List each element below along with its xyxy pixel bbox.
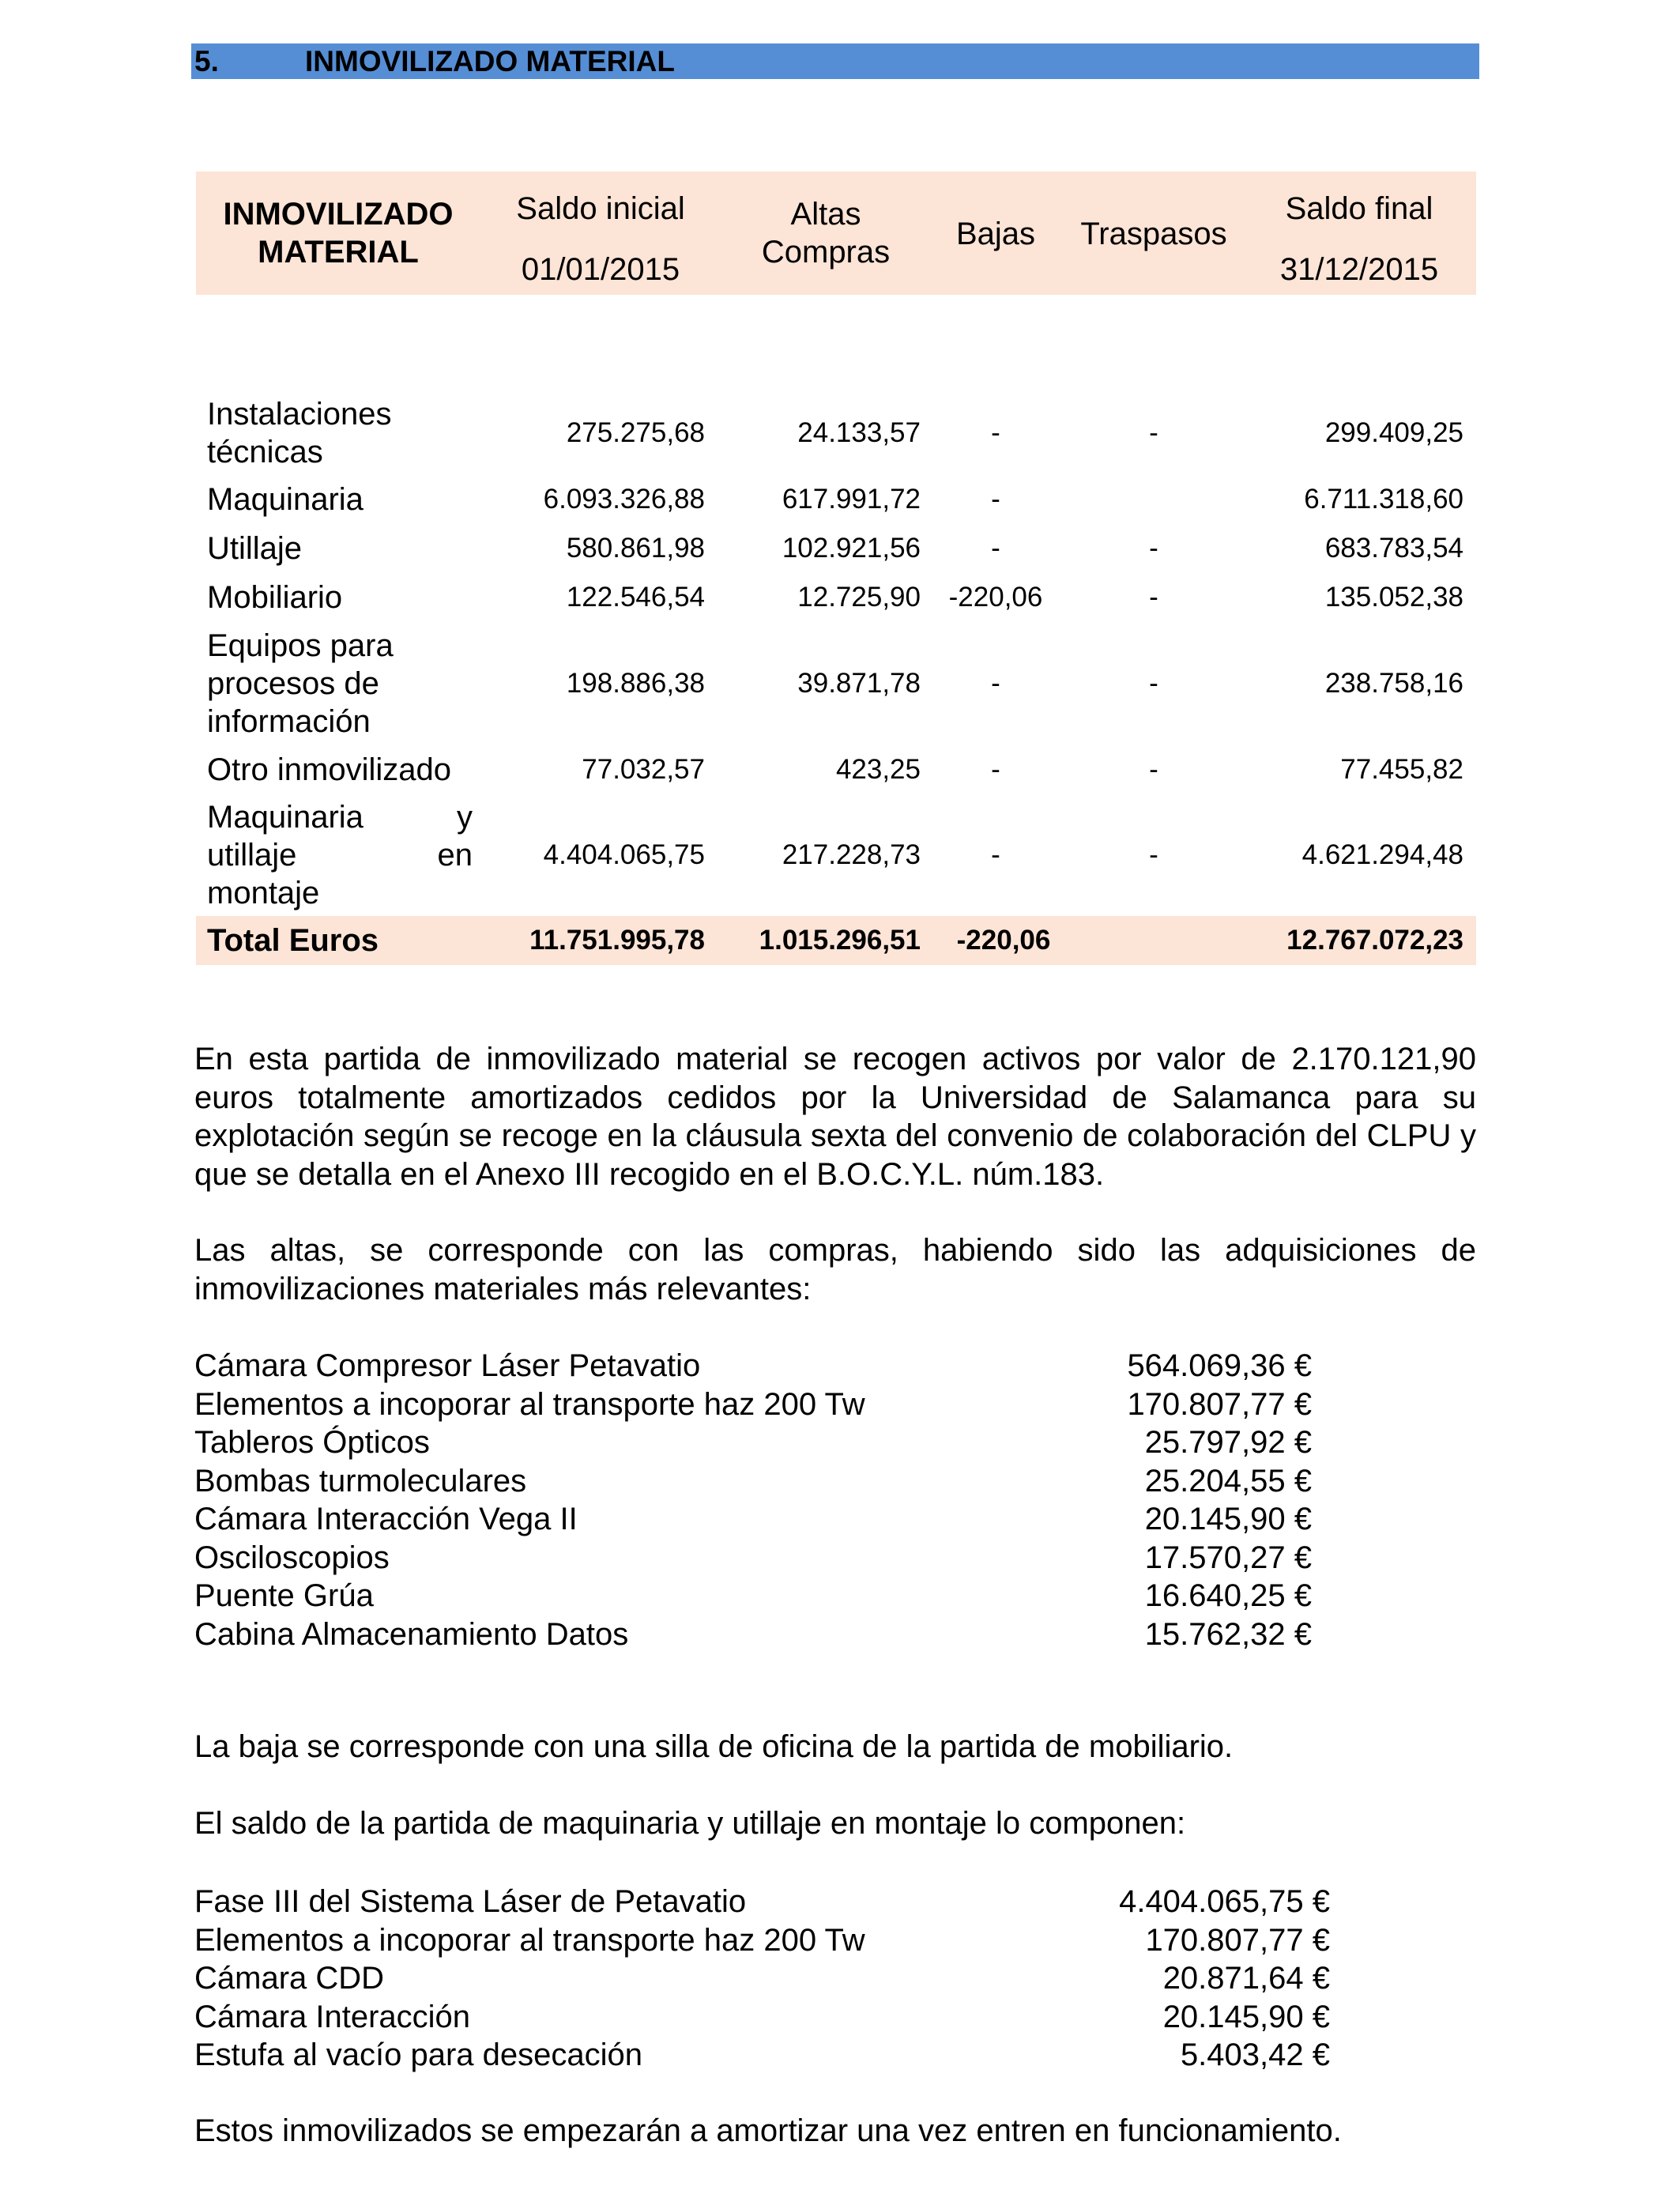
paragraph-altas: Las altas, se corresponde con las compras, habiendo sido las adquisiciones de inmovilizaciones materiales más relevantes:	[194, 1233, 1476, 1306]
altas-list	[194, 1347, 1348, 1653]
list-item-label: Cámara Interacción Vega II	[194, 1502, 578, 1536]
row-label: Maquinaria y utillaje en montaje	[207, 800, 473, 910]
header-altas: Altas Compras	[761, 197, 891, 270]
cell-altas: 423,25	[835, 754, 921, 785]
cell-saldo-inicial: 4.404.065,75	[543, 839, 705, 870]
row-label: Otro inmovilizado	[207, 752, 452, 787]
cell-bajas: -	[991, 668, 1000, 699]
total-bajas: -220,06	[956, 925, 1051, 956]
list-item	[194, 1539, 1348, 1578]
list-item	[194, 1577, 1348, 1615]
cell-altas: 12.725,90	[797, 582, 921, 613]
row-label: Maquinaria	[207, 482, 363, 517]
list-item	[194, 1921, 1348, 1960]
list-item	[194, 1385, 1348, 1424]
list-item	[194, 1500, 1348, 1539]
list-item	[194, 1347, 1348, 1385]
list-item-amount: 17.570,27 €	[1144, 1540, 1312, 1575]
cell-saldo-final: 299.409,25	[1324, 417, 1463, 448]
cell-bajas: -220,06	[948, 582, 1043, 613]
list-item	[194, 1423, 1348, 1462]
list-item-label: Osciloscopios	[194, 1540, 390, 1575]
cell-traspasos: -	[1149, 582, 1158, 613]
cell-bajas: -	[991, 533, 1000, 564]
cell-altas: 102.921,56	[782, 533, 921, 564]
list-item-amount: 564.069,36 €	[1127, 1348, 1312, 1383]
paragraph-baja: La baja se corresponde con una silla de oficina de la partida de mobiliario.	[194, 1729, 1234, 1764]
cell-altas: 217.228,73	[782, 839, 921, 870]
cell-bajas: -	[991, 754, 1000, 785]
paragraph-activos-cedidos: En esta partida de inmovilizado material se recogen activos por valor de 2.170.121,90 euros totalmente amortizados cedidos por la Universidad de Salamanca para su explotación según se recoge en la cláusula sexta del convenio de colaboración del CLPU y que se detalla en el Anexo III recogido en el B.O.C.Y.L. núm.183.	[194, 1042, 1476, 1192]
cell-bajas: -	[991, 484, 1000, 515]
row-label: Equipos para procesos de información	[207, 628, 394, 739]
row-label: Instalaciones técnicas	[207, 397, 392, 469]
cell-traspasos: -	[1149, 417, 1158, 448]
header-traspasos: Traspasos	[1080, 217, 1227, 251]
row-label: Mobiliario	[207, 580, 343, 615]
montaje-list	[194, 1883, 1348, 2075]
cell-saldo-final: 683.783,54	[1324, 533, 1463, 564]
cell-traspasos: -	[1149, 754, 1158, 785]
total-saldo-final: 12.767.072,23	[1286, 925, 1463, 956]
list-item-amount: 5.403,42 €	[1180, 2038, 1330, 2072]
list-item-amount: 20.145,90 €	[1162, 1999, 1330, 2034]
total-label: Total Euros	[207, 923, 379, 958]
list-item-amount: 20.871,64 €	[1162, 1961, 1330, 1996]
list-item	[194, 1998, 1348, 2037]
cell-bajas: -	[991, 417, 1000, 448]
list-item-amount: 25.204,55 €	[1144, 1463, 1312, 1498]
total-saldo-inicial: 11.751.995,78	[529, 925, 705, 956]
cell-saldo-final: 6.711.318,60	[1304, 484, 1463, 515]
row-label: Utillaje	[207, 531, 303, 566]
cell-saldo-inicial: 275.275,68	[566, 417, 705, 448]
list-item-label: Puente Grúa	[194, 1578, 374, 1613]
cell-saldo-inicial: 580.861,98	[566, 533, 705, 564]
list-item-label: Bombas turmoleculares	[194, 1463, 527, 1498]
header-saldo-inicial: Saldo inicial 01/01/2015	[516, 191, 685, 287]
list-item-amount: 15.762,32 €	[1144, 1616, 1312, 1652]
list-item-amount: 16.640,25 €	[1144, 1578, 1312, 1613]
header-concept: INMOVILIZADO MATERIAL	[223, 197, 454, 270]
list-item	[194, 1462, 1348, 1501]
section-number: 5.	[194, 45, 219, 77]
list-item-label: Fase III del Sistema Láser de Petavatio	[194, 1884, 747, 1919]
list-item-amount: 4.404.065,75 €	[1119, 1884, 1330, 1919]
cell-altas: 617.991,72	[782, 484, 921, 515]
list-item-amount: 170.807,77 €	[1145, 1922, 1330, 1958]
cell-saldo-inicial: 6.093.326,88	[543, 484, 705, 515]
cell-saldo-final: 135.052,38	[1324, 582, 1463, 613]
list-item	[194, 1883, 1348, 1921]
paragraph-montaje: El saldo de la partida de maquinaria y utillaje en montaje lo componen:	[194, 1806, 1186, 1841]
header-saldo-final: Saldo final 31/12/2015	[1279, 191, 1439, 287]
cell-saldo-inicial: 77.032,57	[582, 754, 705, 785]
list-item-label: Cámara Interacción	[194, 1999, 471, 2034]
list-item	[194, 1615, 1348, 1654]
cell-traspasos: -	[1149, 839, 1158, 870]
cell-altas: 24.133,57	[797, 417, 921, 448]
list-item-label: Cámara Compresor Láser Petavatio	[194, 1348, 701, 1383]
list-item-amount: 170.807,77 €	[1127, 1386, 1312, 1422]
cell-saldo-inicial: 122.546,54	[566, 582, 705, 613]
section-header	[191, 43, 1479, 79]
list-item-label: Elementos a incoporar al transporte haz 200 Tw	[194, 1922, 865, 1958]
cell-traspasos: -	[1149, 668, 1158, 699]
cell-altas: 39.871,78	[797, 668, 921, 699]
cell-saldo-final: 77.455,82	[1340, 754, 1463, 785]
header-bajas: Bajas	[955, 217, 1036, 251]
section-title: INMOVILIZADO MATERIAL	[305, 45, 675, 77]
list-item-label: Estufa al vacío para desecación	[194, 2038, 643, 2072]
cell-bajas: -	[991, 839, 1000, 870]
list-item-label: Tableros Ópticos	[194, 1425, 430, 1460]
list-item	[194, 2036, 1348, 2075]
cell-saldo-final: 238.758,16	[1324, 668, 1463, 699]
list-item-label: Cabina Almacenamiento Datos	[194, 1616, 629, 1652]
paragraph-amortizacion: Estos inmovilizados se empezarán a amortizar una vez entren en funcionamiento.	[194, 2113, 1342, 2148]
list-item-label: Cámara CDD	[194, 1961, 385, 1996]
list-item-amount: 25.797,92 €	[1144, 1425, 1312, 1460]
cell-saldo-inicial: 198.886,38	[566, 668, 705, 699]
cell-traspasos: -	[1149, 533, 1158, 564]
cell-saldo-final: 4.621.294,48	[1301, 839, 1463, 870]
list-item-label: Elementos a incoporar al transporte haz 200 Tw	[194, 1386, 865, 1422]
list-item-amount: 20.145,90 €	[1144, 1502, 1312, 1536]
total-altas: 1.015.296,51	[759, 925, 921, 956]
list-item	[194, 1959, 1348, 1998]
